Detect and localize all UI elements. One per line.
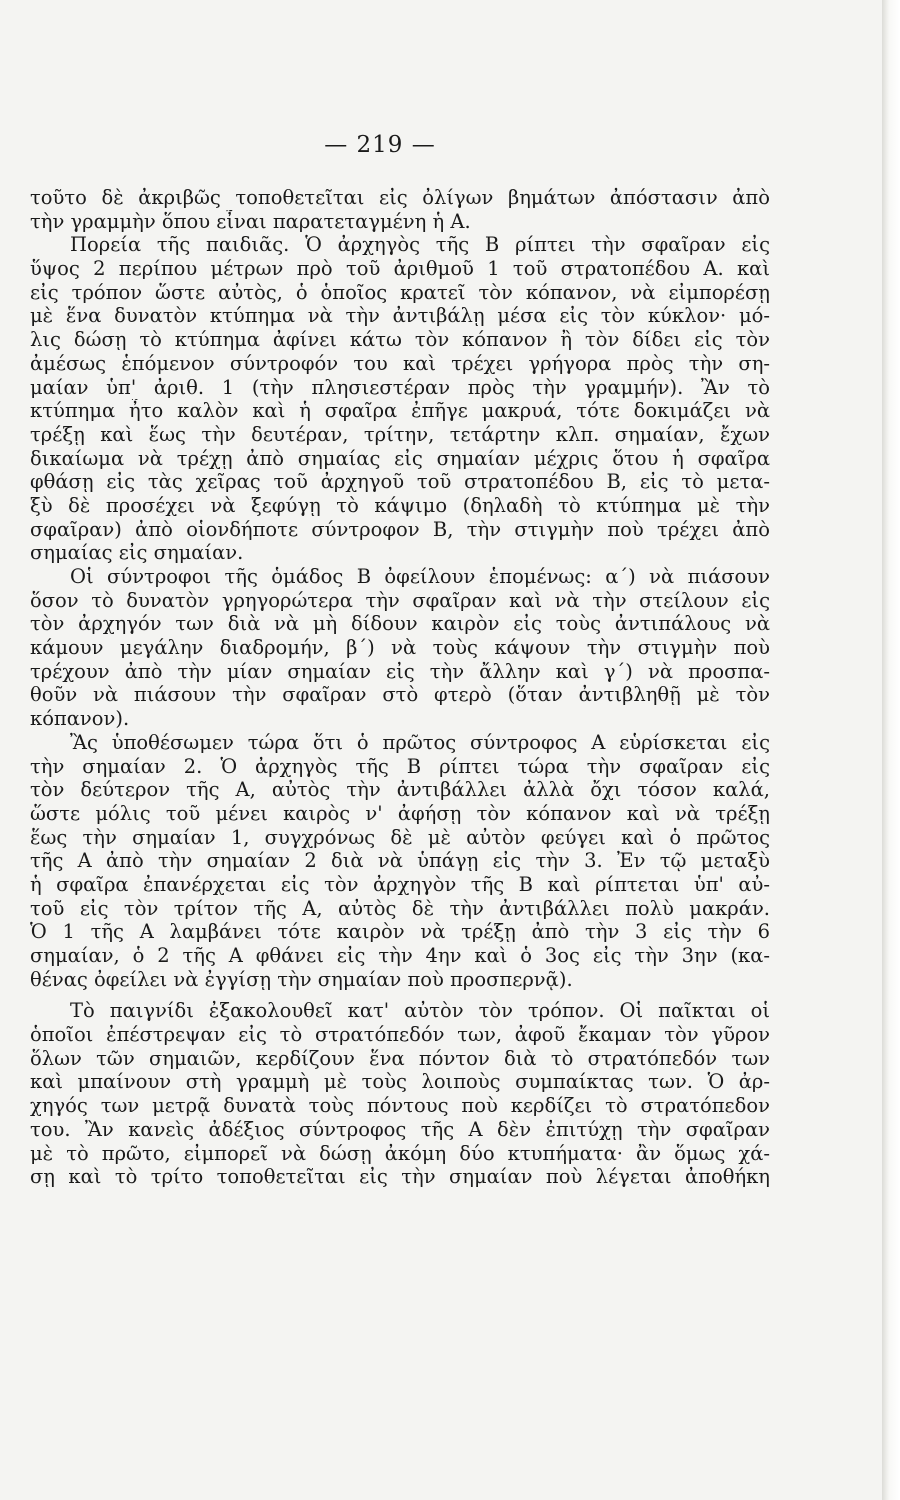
- text-line: ἀμέσως ἑπόμενον σύντροφόν του καὶ τρέχει γρήγορα πρὸς τὴν ση-: [30, 351, 770, 375]
- body-text: [30, 186, 770, 1189]
- text-line: Ἂς ὑποθέσωμεν τώρα ὅτι ὁ πρῶτος σύντροφος Α εὑρίσκεται εἰς: [70, 730, 770, 754]
- page-edge-shadow: [882, 0, 900, 1500]
- text-line: ὕψος 2 περίπου μέτρων πρὸ τοῦ ἀριθμοῦ 1 τοῦ στρατοπέδου Α. καὶ: [30, 257, 770, 281]
- text-line: φθάσῃ εἰς τὰς χεῖρας τοῦ ἀρχηγοῦ τοῦ στρατοπέδου Β, εἰς τὸ μετα-: [30, 470, 770, 494]
- text-line: λις δώσῃ τὸ κτύπημα ἀφίνει κάτω τὸν κόπανον ἢ τὸν δίδει εἰς τὸν: [30, 328, 770, 352]
- text-line: εἰς τρόπον ὥστε αὐτὸς, ὁ ὁποῖος κρατεῖ τὸν κόπανον, νὰ εἰμπορέσῃ: [30, 280, 770, 304]
- text-line: θοῦν νὰ πιάσουν τὴν σφαῖραν στὸ φτερὸ (ὅταν ἀντιβληθῇ μὲ τὸν: [30, 683, 770, 707]
- text-line: τοῦτο δὲ ἀκριβῶς τοποθετεῖται εἰς ὀλίγων βημάτων ἀπόστασιν ἀπὸ: [30, 186, 770, 209]
- text-line: τὴν σημαίαν 2. Ὁ ἀρχηγὸς τῆς Β ρίπτει τώρα τὴν σφαῖραν εἰς: [30, 754, 770, 778]
- text-line: ὥστε μόλις τοῦ μένει καιρὸς ν' ἀφήσῃ τὸν κόπανον καὶ νὰ τρέξῃ: [30, 801, 770, 825]
- text-line: δικαίωμα νὰ τρέχῃ ἀπὸ σημαίας εἰς σημαίαν μέχρις ὅτου ἡ σφαῖρα: [30, 446, 770, 470]
- page-number: — 219 —: [324, 132, 436, 158]
- text-line: σφαῖραν) ἀπὸ οἱονδήποτε σύντροφον Β, τὴν στιγμὴν ποὺ τρέχει ἀπὸ: [30, 517, 770, 541]
- text-line: καὶ μπαίνουν στὴ γραμμὴ μὲ τοὺς λοιποὺς συμπαίκτας των. Ὁ ἀρ-: [30, 1070, 770, 1094]
- text-line: του. Ἂν κανεὶς ἀδέξιος σύντροφος τῆς Α δὲν ἐπιτύχῃ τὴν σφαῖραν: [30, 1117, 770, 1141]
- text-line: σημαίας εἰς σημαίαν.: [30, 541, 244, 565]
- text-line: τὴν γραμμὴν ὅπου εἶναι παρατεταγμένη ἡ Α.: [30, 209, 471, 233]
- text-line: Οἱ σύντροφοι τῆς ὁμάδος Β ὀφείλουν ἑπομένως: α΄) νὰ πιάσουν: [70, 565, 770, 588]
- text-line: τρέχουν ἀπὸ τὴν μίαν σημαίαν εἰς τὴν ἄλλην καὶ γ΄) νὰ προσπα-: [30, 659, 770, 683]
- text-line: σημαίαν, ὁ 2 τῆς Α φθάνει εἰς τὴν 4ην καὶ ὁ 3ος εἰς τὴν 3ην (κα-: [30, 944, 770, 967]
- text-line: κόπανον).: [30, 707, 130, 731]
- text-line: ὁποῖοι ἐπέστρεψαν εἰς τὸ στρατόπεδόν των, ἀφοῦ ἔκαμαν τὸν γῦρον: [30, 1023, 770, 1047]
- text-line: ἕως τὴν σημαίαν 1, συγχρόνως δὲ μὲ αὐτὸν φεύγει καὶ ὁ πρῶτος: [30, 825, 770, 849]
- text-line: ξὺ δὲ προσέχει νὰ ξεφύγῃ τὸ κάψιμο (δηλαδὴ τὸ κτύπημα μὲ τὴν: [30, 493, 770, 517]
- text-line: Τὸ παιγνίδι ἐξακολουθεῖ κατ' αὐτὸν τὸν τρόπον. Οἱ παῖκται οἱ: [70, 999, 770, 1023]
- text-line: ὅσον τὸ δυνατὸν γρηγορώτερα τὴν σφαῖραν καὶ νὰ τὴν στείλουν εἰς: [30, 588, 770, 612]
- text-line: μὲ ἕνα δυνατὸν κτύπημα νὰ τὴν ἀντιβάλῃ μέσα εἰς τὸν κύκλον· μό-: [30, 304, 770, 328]
- text-line: σῃ καὶ τὸ τρίτο τοποθετεῖται εἰς τὴν σημαίαν ποὺ λέγεται ἀποθήκη: [30, 1165, 770, 1189]
- text-line: μὲ τὸ πρῶτο, εἰμπορεῖ νὰ δώσῃ ἀκόμη δύο κτυπήματα· ἂν ὅμως χά-: [30, 1141, 770, 1165]
- text-line: τῆς Α ἀπὸ τὴν σημαίαν 2 διὰ νὰ ὑπάγῃ εἰς τὴν 3. Ἐν τῷ μεταξὺ: [30, 849, 770, 873]
- text-line: κτύπημα ἦτο καλὸν καὶ ἡ σφαῖρα ἐπῆγε μακρυά, τότε δοκιμάζει νὰ: [30, 399, 770, 423]
- text-line: τὸν ἀρχηγόν των διὰ νὰ μὴ δίδουν καιρὸν εἰς τοὺς ἀντιπάλους νὰ: [30, 612, 770, 636]
- text-line: ἡ σφαῖρα ἐπανέρχεται εἰς τὸν ἀρχηγὸν τῆς Β καὶ ρίπτεται ὑπ' αὐ-: [30, 872, 770, 896]
- text-line: τοῦ εἰς τὸν τρίτον τῆς Α, αὐτὸς δὲ τὴν ἀντιβάλλει πολὺ μακράν.: [30, 896, 770, 920]
- paragraph-gap: [30, 991, 770, 999]
- text-line: τὸν δεύτερον τῆς Α, αὐτὸς τὴν ἀντιβάλλει ἀλλὰ ὄχι τόσον καλά,: [30, 778, 770, 802]
- text-line: τρέξῃ καὶ ἕως τὴν δευτέραν, τρίτην, τετάρτην κλπ. σημαίαν, ἔχων: [30, 422, 770, 446]
- text-line: ὅλων τῶν σημαιῶν, κερδίζουν ἕνα πόντον διὰ τὸ στρατόπεδόν των: [30, 1046, 770, 1070]
- text-line: χηγός των μετρᾷ δυνατὰ τοὺς πόντους ποὺ κερδίζει τὸ στρατόπεδον: [30, 1094, 770, 1118]
- text-line: Πορεία τῆς παιδιᾶς. Ὁ ἀρχηγὸς τῆς Β ρίπτει τὴν σφαῖραν εἰς: [70, 233, 770, 257]
- text-line: Ὁ 1 τῆς Α λαμβάνει τότε καιρὸν νὰ τρέξῃ ἀπὸ τὴν 3 εἰς τὴν 6: [30, 920, 770, 944]
- text-line: θένας ὀφείλει νὰ ἐγγίσῃ τὴν σημαίαν ποὺ προσπερνᾷ).: [30, 967, 573, 991]
- text-line: μαίαν ὑπ' ἀριθ. 1 (τὴν πλησιεστέραν πρὸς τὴν γραμμήν). Ἂν τὸ: [30, 375, 770, 399]
- text-line: κάμουν μεγάλην διαδρομήν, β΄) νὰ τοὺς κάψουν τὴν στιγμὴν ποὺ: [30, 636, 770, 660]
